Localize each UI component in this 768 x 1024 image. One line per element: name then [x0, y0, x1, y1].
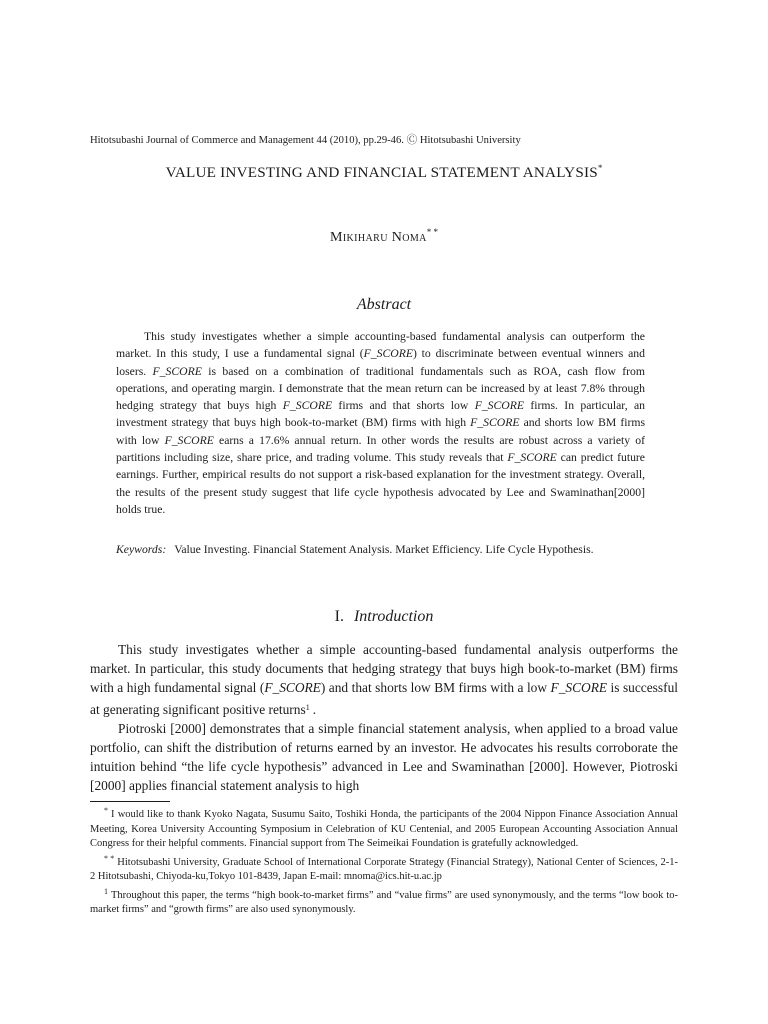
section-title: Introduction [353, 608, 434, 625]
footnote-ref-1: 1 [305, 702, 310, 712]
footnote-1-mark: * [104, 806, 108, 815]
intro-paragraph-2: Piotroski [2000] demonstrates that a simple financial statement analysis, when applied to a broad value portfolio, can shift the distribution of returns earned by an investor. He advocates his results corroborate the intuition behind “the life cycle hypothesis” advanced in Lee and Swaminathan [2000]. However, Piotroski [2000] applies financial statement analysis to high [90, 720, 678, 794]
abstract-segment: ) to discriminate between eventual winners and losers. [116, 347, 645, 378]
author-line [0, 227, 768, 246]
footnote-1-text: I would like to thank Kyoko Nagata, Susumu Saito, Toshiki Honda, the participants of the 2004 Nippon Finance Association Annual Meeting, Korea University Accounting Symposium in Celebration of KU Centenial, and 2005 European Accounting Association Annual Congress for their helpful comments. Financial support from The Seimeikai Foundation is gratefully acknowledged. [90, 809, 678, 849]
abstract-segment: earns a 17.6% annual return. In other words the results are robust across a variety of partitions including size, share price, and trading volume. This study reveals that [116, 433, 646, 465]
author-name: Mikiharu Noma [329, 230, 427, 245]
footnote-2-text: Hitotsubashi University, Graduate School of International Corporate Strategy (Financial Strategy), National Center of Sciences, 2-1-2 Hitotsubashi, Chiyoda-ku,Tokyo 101-8439, Japan E-mail: mnoma@ics.hit-u.ac.jp [90, 856, 678, 882]
fscore-term: F_SCORE [474, 399, 525, 413]
intro-segment: This study investigates whether a simple accounting-based fundamental analysis outperforms the market. In particular, this study documents that hedging strategy that buys high book-to-market (BM) firms with a high fundamental signal ( [90, 642, 678, 696]
footnote-2 [90, 852, 678, 885]
section-number: I. [334, 608, 344, 625]
fscore-term: F_SCORE [164, 433, 214, 447]
keywords-block [116, 541, 645, 558]
intro-segment: . [312, 701, 317, 717]
section-heading [0, 608, 768, 626]
abstract-segment: and shorts low BM firms with low [116, 416, 646, 447]
fscore-term: F_SCORE [470, 416, 520, 430]
footnote-3 [90, 885, 678, 918]
abstract-heading: Abstract [356, 296, 412, 313]
footnote-3-text: Throughout this paper, the terms “high book-to-market firms” and “value firms” are used synonymously, and the terms “low book to-market firms” and “growth firms” are also used synonymously. [90, 889, 678, 915]
keywords-label: Keywords: [116, 543, 167, 556]
fscore-term: F_SCORE [264, 680, 321, 696]
fscore-term: F_SCORE [507, 451, 557, 465]
abstract-segment: can predict future earnings. Further, empirical results do not support a risk-based explanation for the investment strategy. Overall, the results of the present study suggest that life cycle hypothesis advocated by Lee and Swaminathan[2000] holds true. [116, 451, 645, 516]
fscore-term: F_SCORE [363, 347, 413, 361]
fscore-term: F_SCORE [282, 399, 333, 413]
fscore-term: F_SCORE [152, 364, 202, 378]
intro-paragraph-1 [90, 640, 678, 719]
abstract-segment: firms and that shorts low [332, 399, 475, 413]
introduction-body [90, 640, 678, 796]
intro-segment: is successful at generating significant positive returns [90, 680, 678, 717]
footnote-3-mark: 1 [104, 886, 108, 896]
abstract-segment: firms. In particular, an investment strategy that buys high book-to-market (BM) firms with high [116, 399, 645, 430]
footnotes [90, 804, 678, 918]
abstract-segment: is based on a combination of traditional fundamentals such as ROA, cash flow from operations, and operating margin. I demonstrate that the mean return can be increased by at least 7.8% through hedging strategy that buys high [116, 364, 645, 413]
journal-citation: Hitotsubashi Journal of Commerce and Management 44 (2010), pp.29-46. Ⓒ Hitotsubashi University [90, 135, 521, 146]
paper-title-text: VALUE INVESTING AND FINANCIAL STATEMENT ANALYSIS [165, 164, 598, 181]
intro-segment: ) and that shorts low BM firms with a low [320, 680, 551, 696]
abstract-text [116, 328, 645, 518]
paper-title [0, 163, 768, 182]
footnote-divider [90, 801, 170, 802]
footnote-2-mark: * * [104, 853, 115, 863]
keywords-text: Value Investing. Financial Statement Analysis. Market Efficiency. Life Cycle Hypothesis. [174, 543, 594, 556]
footnote-1 [90, 804, 678, 852]
author-footnote-mark: * * [426, 227, 439, 237]
fscore-term: F_SCORE [550, 680, 608, 696]
title-footnote-mark: * [597, 163, 603, 173]
abstract-segment: This study investigates whether a simple accounting-based fundamental analysis can outperform the market. In this study, I use a fundamental signal ( [116, 330, 645, 361]
